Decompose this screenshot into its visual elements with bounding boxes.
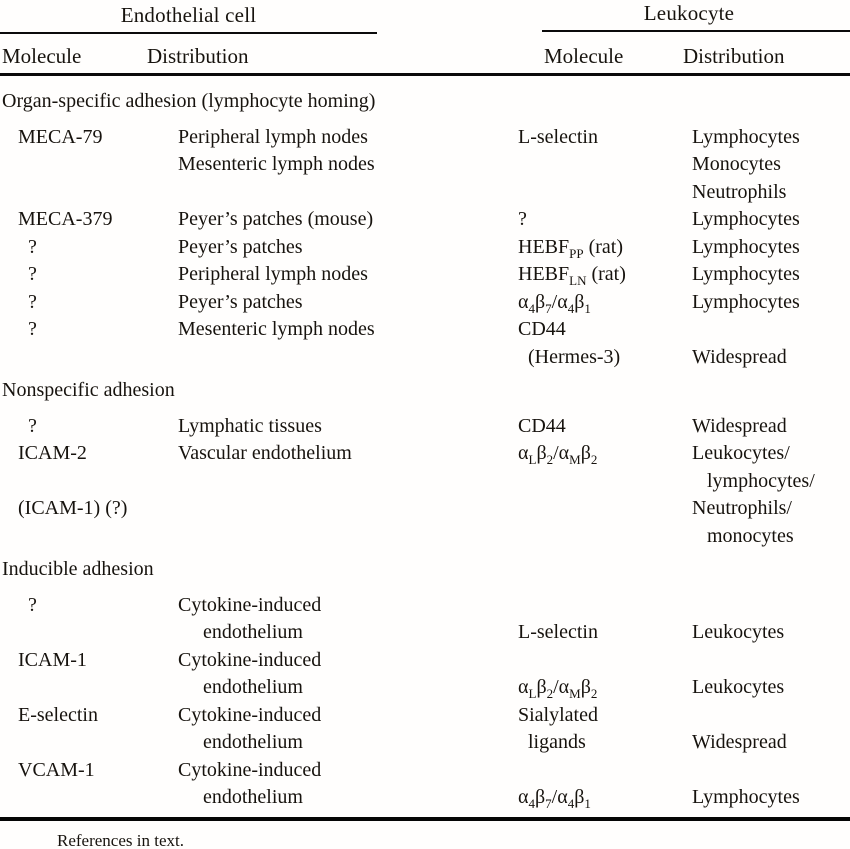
cell-line: Leukocytes/ [692,442,790,464]
table-row [0,206,850,234]
cell-line: L-selectin [518,125,598,148]
cell-line: Peripheral lymph nodes [178,263,368,285]
table-row [0,261,850,289]
colgroup-label: Endothelial cell [120,3,257,27]
cell-line: Widespread [692,731,787,753]
table-cell [692,289,850,317]
table-cell [692,316,850,371]
bottom-rule [0,817,850,821]
cell-line: ligands [518,731,586,753]
cell-line: MECA-79 [18,125,103,148]
table-cell [692,413,850,441]
cell-line [518,647,692,675]
cell-line: Cytokine-induced [178,703,322,726]
cell-line: ? [18,414,37,437]
cell-line: Neutrophils [692,180,787,203]
cell-line: monocytes [692,524,794,547]
table-row [0,289,850,317]
table-cell [518,647,692,702]
table-cell [178,702,518,757]
cell-line: Lymphocytes [692,786,800,808]
table-cell [0,234,178,262]
table-cell [178,289,518,317]
table-cell [692,234,850,262]
cell-line: endothelium [178,621,303,643]
table-cell [178,413,518,441]
cell-line [692,316,850,344]
cell-line: ? [518,208,527,230]
cell-line: $\alpha_4\beta_7/\alpha_4\beta_1$ [518,786,591,811]
cell-line: E-selectin [18,703,98,726]
cell-line [692,592,850,620]
section-title: Inducible adhesion [2,558,154,580]
colgroup-leukocyte [542,1,850,32]
table-cell [692,206,850,234]
cell-line: Cytokine-induced [178,593,322,616]
table-cell [178,261,518,289]
cell-line: ? [18,593,37,616]
table-cell [0,757,178,812]
cell-line: Lymphocytes [692,208,800,230]
table-cell [0,413,178,441]
cell-line [518,757,692,785]
table-cell [518,234,692,262]
header-rule [0,73,850,76]
cell-line: ICAM-1 [18,648,87,671]
table-cell [692,592,850,647]
table-row [0,647,850,702]
table-cell [0,592,178,647]
cell-line: lymphocytes/ [692,469,815,492]
cell-line: endothelium [178,731,303,753]
section-title: Organ-specific adhesion (lymphocyte homing) [2,90,376,112]
cell-line: Lymphocytes [692,290,800,313]
cell-line: MECA-379 [18,208,113,230]
table-cell [178,592,518,647]
cell-line: Cytokine-induced [178,648,322,671]
table-row [0,316,850,371]
cell-line: Lymphocytes [692,263,800,285]
table-cell [178,234,518,262]
cell-line: Monocytes [692,153,781,175]
table-cell [518,757,692,812]
table-cell [0,289,178,317]
table-cell [518,440,692,550]
table-body [0,88,850,812]
table-header [0,0,850,88]
cell-line: Leukocytes [692,621,785,643]
cell-line: $\alpha_L\beta_2/\alpha_M\beta_2$ [518,442,598,467]
cell-line [692,647,850,675]
table-row [0,702,850,757]
cell-line: $\alpha_4\beta_7/\alpha_4\beta_1$ [518,290,591,316]
table-cell [178,316,518,371]
cell-line [518,592,692,620]
table-cell [0,206,178,234]
column-header-leukocyte-distribution: Distribution [683,44,785,68]
cell-line: (Hermes-3) [518,345,621,368]
cell-line: Mesenteric lymph nodes [178,153,375,175]
table-cell [0,647,178,702]
cell-line [692,757,850,785]
table-cell [0,124,178,207]
colgroup-endothelial-cell [0,3,377,34]
cell-line: ? [18,263,37,285]
cell-line [692,702,850,730]
table-cell [692,261,850,289]
table-cell [518,206,692,234]
cell-line: CD44 [518,414,566,437]
table-cell [0,261,178,289]
cell-line: (ICAM-1) (?) [18,497,128,519]
table-row [0,413,850,441]
cell-line: Peyer’s patches [178,235,303,258]
table-cell [518,124,692,207]
cell-line: Lymphocytes [692,235,800,258]
table-cell [0,440,178,550]
section-title: Nonspecific adhesion [2,379,175,401]
cell-line: Neutrophils/ [692,497,792,519]
cell-line: endothelium [178,676,303,698]
table-cell [0,702,178,757]
cell-line: $HEBF_{LN}$ (rat) [518,263,626,288]
cell-line: ? [18,235,37,258]
table-cell [692,757,850,812]
table-row [0,757,850,812]
cell-line: Peyer’s patches (mouse) [178,208,374,230]
table-row [0,440,850,550]
table-cell [178,757,518,812]
table-cell [178,440,518,550]
table-cell [518,413,692,441]
table-cell [178,647,518,702]
cell-line: endothelium [178,786,303,808]
column-header-ec-molecule: Molecule [2,44,82,68]
cell-line: Peripheral lymph nodes [178,125,368,148]
cell-line: Widespread [692,345,787,368]
cell-line: Lymphatic tissues [178,414,322,437]
table-cell [692,702,850,757]
table-row [0,592,850,647]
cell-line: Widespread [692,414,787,437]
table-cell [0,316,178,371]
cell-line: Leukocytes [692,676,785,698]
table-cell [518,702,692,757]
cell-line: Cytokine-induced [178,758,322,781]
cell-line: ? [18,318,37,340]
cell-line: Peyer’s patches [178,290,303,313]
cell-line: ? [18,290,37,313]
cell-line: Lymphocytes [692,125,800,148]
cell-line: L-selectin [518,621,598,643]
table-cell [178,124,518,207]
table-row [0,124,850,207]
footnote: References in text. [57,830,184,849]
table-cell [518,261,692,289]
cell-line: Vascular endothelium [178,442,352,464]
table-cell [518,592,692,647]
table-cell [692,647,850,702]
cell-line: ICAM-2 [18,442,87,464]
table-row [0,234,850,262]
cell-line: VCAM-1 [18,758,95,781]
table-cell [518,316,692,371]
cell-line: $\alpha_L\beta_2/\alpha_M\beta_2$ [518,676,598,701]
cell-line [18,468,178,496]
cell-line: Sialylated [518,703,598,726]
table-cell [178,206,518,234]
column-header-leukocyte-molecule: Molecule [544,44,624,68]
table-cell [692,440,850,550]
table-cell [692,124,850,207]
colgroup-label: Leukocyte [643,1,735,25]
cell-line: $HEBF_{PP}$ (rat) [518,235,624,261]
table-cell [518,289,692,317]
column-header-ec-distribution: Distribution [147,44,249,68]
cell-line: Mesenteric lymph nodes [178,318,375,340]
cell-line: CD44 [518,318,566,340]
